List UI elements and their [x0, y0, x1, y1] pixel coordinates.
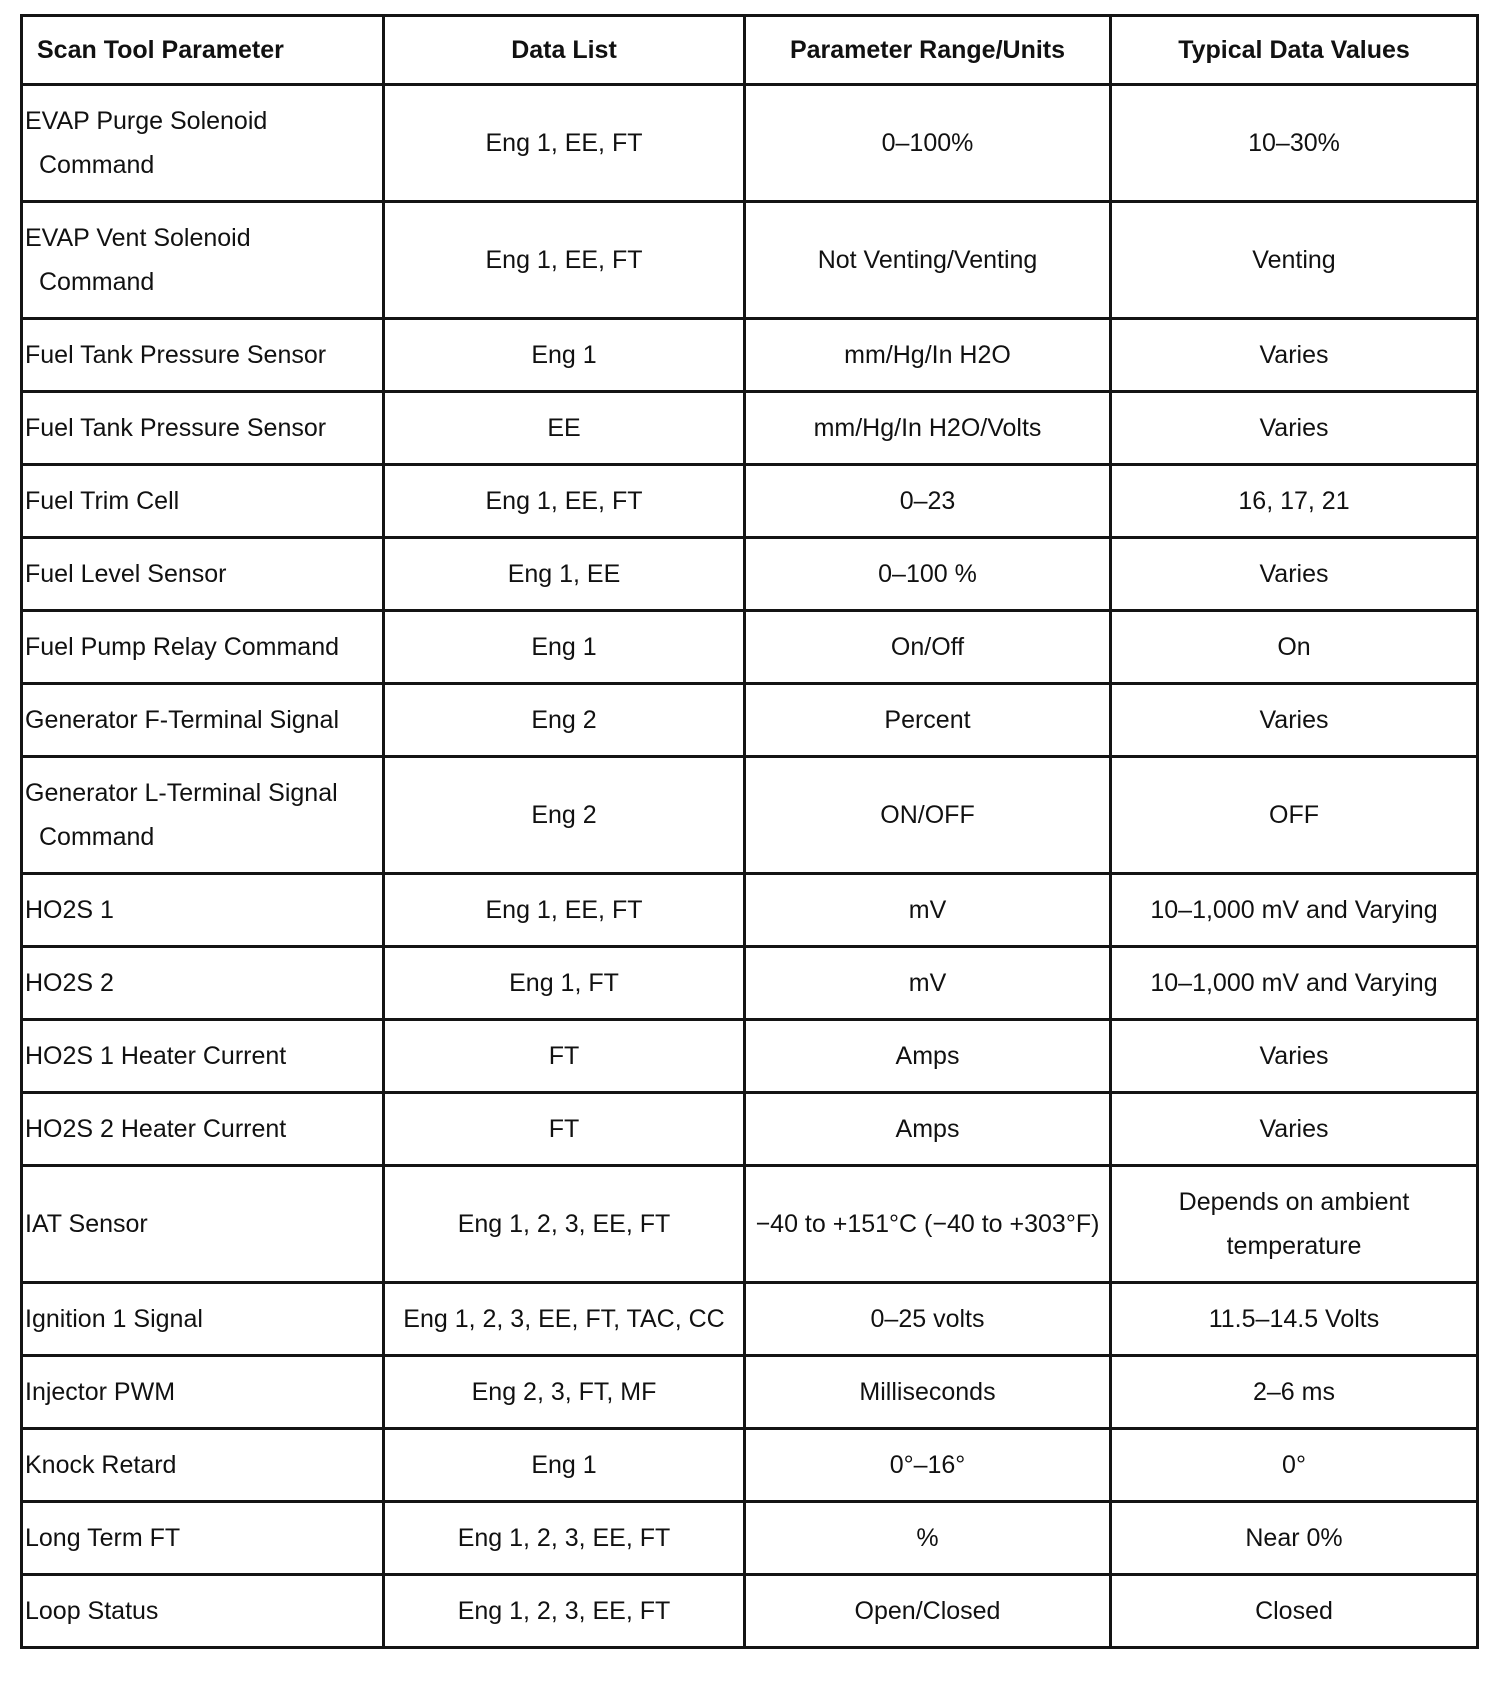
table-row	[22, 1020, 1478, 1093]
table-row	[22, 538, 1478, 611]
cell-parameter-range: Open/Closed	[745, 1575, 1111, 1648]
table-header	[22, 16, 1478, 85]
parameter-name: Knock Retard	[25, 1451, 177, 1479]
cell-typical-value: On	[1111, 611, 1478, 684]
table-row	[22, 947, 1478, 1020]
parameter-name: IAT Sensor	[25, 1210, 148, 1238]
cell-data-list: Eng 1, EE, FT	[384, 465, 745, 538]
cell-parameter	[22, 392, 384, 465]
cell-data-list: Eng 1	[384, 611, 745, 684]
cell-parameter	[22, 85, 384, 202]
parameter-name-continued: Command	[39, 823, 155, 851]
cell-typical-value: Varies	[1111, 319, 1478, 392]
cell-typical-value: 0°	[1111, 1429, 1478, 1502]
parameter-name: Generator L-Terminal Signal	[25, 779, 338, 807]
cell-typical-value: Depends on ambient temperature	[1111, 1166, 1478, 1283]
parameter-name: Fuel Trim Cell	[25, 487, 180, 515]
table-row	[22, 85, 1478, 202]
cell-parameter-range: %	[745, 1502, 1111, 1575]
cell-parameter	[22, 1575, 384, 1648]
cell-parameter-range: mm/Hg/In H2O	[745, 319, 1111, 392]
cell-data-list: FT	[384, 1020, 745, 1093]
cell-typical-value: 16, 17, 21	[1111, 465, 1478, 538]
cell-parameter	[22, 1502, 384, 1575]
cell-parameter	[22, 319, 384, 392]
table-row	[22, 1356, 1478, 1429]
cell-parameter-range: 0–23	[745, 465, 1111, 538]
table-row	[22, 392, 1478, 465]
cell-parameter	[22, 757, 384, 874]
parameter-name: Long Term FT	[25, 1524, 181, 1552]
cell-typical-value: 10–1,000 mV and Varying	[1111, 874, 1478, 947]
cell-parameter	[22, 947, 384, 1020]
parameter-name: Fuel Pump Relay Command	[25, 633, 340, 661]
table-row	[22, 319, 1478, 392]
cell-data-list: Eng 1	[384, 319, 745, 392]
cell-data-list: Eng 1, 2, 3, EE, FT	[384, 1166, 745, 1283]
cell-parameter-range: mm/Hg/In H2O/Volts	[745, 392, 1111, 465]
cell-data-list: Eng 2	[384, 684, 745, 757]
cell-data-list: Eng 1, EE, FT	[384, 874, 745, 947]
cell-typical-value: Varies	[1111, 1020, 1478, 1093]
parameter-name: EVAP Purge Solenoid	[25, 107, 268, 135]
table-row	[22, 1166, 1478, 1283]
parameter-name: Loop Status	[25, 1597, 159, 1625]
parameter-name: HO2S 2 Heater Current	[25, 1115, 287, 1143]
cell-parameter-range: 0–100%	[745, 85, 1111, 202]
cell-typical-value: 11.5–14.5 Volts	[1111, 1283, 1478, 1356]
parameter-name: EVAP Vent Solenoid	[25, 224, 251, 252]
cell-data-list: Eng 2, 3, FT, MF	[384, 1356, 745, 1429]
cell-data-list: Eng 1, FT	[384, 947, 745, 1020]
parameter-name: Generator F-Terminal Signal	[25, 706, 340, 734]
cell-parameter	[22, 1166, 384, 1283]
cell-parameter	[22, 1093, 384, 1166]
table-row	[22, 1283, 1478, 1356]
cell-data-list: Eng 1, 2, 3, EE, FT	[384, 1502, 745, 1575]
header-typical-data-values: Typical Data Values	[1111, 16, 1478, 85]
parameter-name: HO2S 2	[25, 969, 114, 997]
parameter-name-continued: Command	[39, 151, 155, 179]
cell-typical-value: Varies	[1111, 538, 1478, 611]
parameter-name: Fuel Tank Pressure Sensor	[25, 414, 327, 442]
cell-parameter-range: mV	[745, 874, 1111, 947]
table-row	[22, 1502, 1478, 1575]
cell-parameter	[22, 1283, 384, 1356]
cell-typical-value: Venting	[1111, 202, 1478, 319]
table-row	[22, 1575, 1478, 1648]
cell-data-list: FT	[384, 1093, 745, 1166]
parameter-name: HO2S 1 Heater Current	[25, 1042, 287, 1070]
cell-parameter-range: mV	[745, 947, 1111, 1020]
table-row	[22, 1093, 1478, 1166]
parameter-name: Injector PWM	[25, 1378, 176, 1406]
scan-tool-data-table	[20, 14, 1479, 1649]
cell-data-list: EE	[384, 392, 745, 465]
cell-parameter-range: 0–25 volts	[745, 1283, 1111, 1356]
cell-typical-value: Varies	[1111, 392, 1478, 465]
cell-parameter	[22, 538, 384, 611]
cell-typical-value: 2–6 ms	[1111, 1356, 1478, 1429]
parameter-name: HO2S 1	[25, 896, 114, 924]
scan-tool-data-table-container	[20, 14, 1476, 1649]
header-parameter-range-units: Parameter Range/Units	[745, 16, 1111, 85]
parameter-name-continued: Command	[39, 268, 155, 296]
table-row	[22, 874, 1478, 947]
cell-data-list: Eng 1, 2, 3, EE, FT	[384, 1575, 745, 1648]
cell-parameter-range: ON/OFF	[745, 757, 1111, 874]
cell-parameter	[22, 1356, 384, 1429]
cell-data-list: Eng 1, EE	[384, 538, 745, 611]
table-row	[22, 1429, 1478, 1502]
cell-typical-value: Varies	[1111, 1093, 1478, 1166]
cell-parameter-range: Percent	[745, 684, 1111, 757]
table-row	[22, 757, 1478, 874]
cell-typical-value: 10–30%	[1111, 85, 1478, 202]
table-body	[22, 85, 1478, 1648]
parameter-name: Fuel Level Sensor	[25, 560, 227, 588]
cell-data-list: Eng 1, 2, 3, EE, FT, TAC, CC	[384, 1283, 745, 1356]
cell-parameter	[22, 874, 384, 947]
cell-data-list: Eng 1, EE, FT	[384, 85, 745, 202]
cell-parameter	[22, 1429, 384, 1502]
parameter-name: Fuel Tank Pressure Sensor	[25, 341, 327, 369]
cell-typical-value: 10–1,000 mV and Varying	[1111, 947, 1478, 1020]
cell-data-list: Eng 1, EE, FT	[384, 202, 745, 319]
header-data-list: Data List	[384, 16, 745, 85]
cell-data-list: Eng 2	[384, 757, 745, 874]
cell-parameter-range: Amps	[745, 1020, 1111, 1093]
cell-typical-value: Closed	[1111, 1575, 1478, 1648]
table-row	[22, 465, 1478, 538]
table-row	[22, 202, 1478, 319]
cell-typical-value: OFF	[1111, 757, 1478, 874]
cell-typical-value: Near 0%	[1111, 1502, 1478, 1575]
cell-parameter-range: Milliseconds	[745, 1356, 1111, 1429]
header-row	[22, 16, 1478, 85]
cell-data-list: Eng 1	[384, 1429, 745, 1502]
cell-parameter	[22, 1020, 384, 1093]
cell-parameter-range: Amps	[745, 1093, 1111, 1166]
cell-parameter-range: Not Venting/Venting	[745, 202, 1111, 319]
cell-parameter	[22, 611, 384, 684]
table-row	[22, 684, 1478, 757]
cell-parameter	[22, 684, 384, 757]
table-row	[22, 611, 1478, 684]
cell-parameter-range: 0°–16°	[745, 1429, 1111, 1502]
cell-parameter-range: On/Off	[745, 611, 1111, 684]
header-scan-tool-parameter: Scan Tool Parameter	[22, 16, 384, 85]
cell-parameter-range: −40 to +151°C (−40 to +303°F)	[745, 1166, 1111, 1283]
cell-parameter	[22, 465, 384, 538]
cell-parameter	[22, 202, 384, 319]
parameter-name: Ignition 1 Signal	[25, 1305, 203, 1333]
cell-parameter-range: 0–100 %	[745, 538, 1111, 611]
cell-typical-value: Varies	[1111, 684, 1478, 757]
